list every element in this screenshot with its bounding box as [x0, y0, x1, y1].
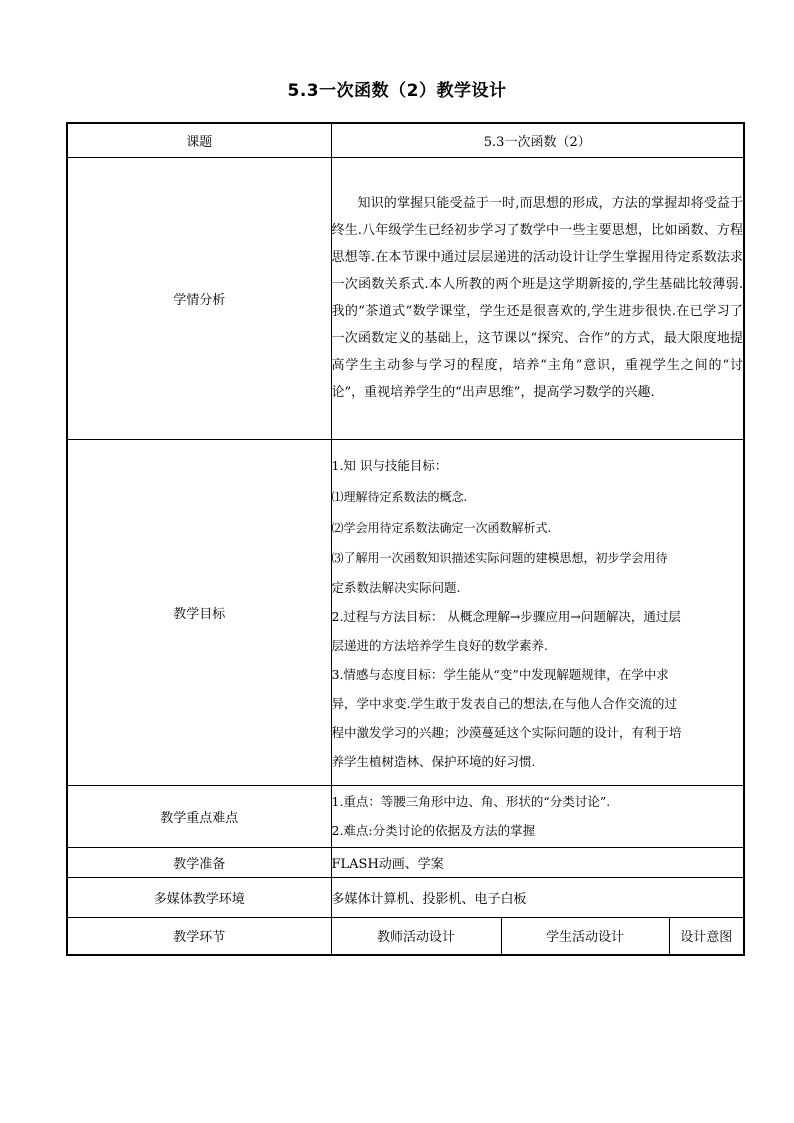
key-points-label: 教学重点难点 — [67, 785, 331, 847]
goals-cell — [331, 439, 744, 785]
topic-value: 5.3一次函数（2） — [331, 123, 744, 157]
goals-line-5: 定系数法解决实际问题. — [331, 579, 461, 595]
goals-line-4: ⑶了解用一次函数知识描述实际问题的建模思想，初步学会用待 — [331, 550, 668, 565]
row-key-points — [67, 785, 744, 847]
key-points-line-2: 2.难点:分类讨论的依据及方法的掌握 — [331, 823, 536, 838]
analysis-label: 学情分析 — [67, 157, 331, 439]
goals-line-10: 程中激发学习的兴趣；沙漠蔓延这个实际问题的设计，有利于培 — [331, 724, 682, 740]
preparation-value: FLASH动画、学案 — [331, 847, 744, 877]
goals-label: 教学目标 — [67, 439, 331, 785]
student-activity-header: 学生活动设计 — [501, 917, 669, 955]
goals-line-11: 养学生植树造林、保护环境的好习惯. — [331, 753, 536, 769]
preparation-label: 教学准备 — [67, 847, 331, 877]
lesson-plan-table — [66, 122, 745, 956]
multimedia-value: 多媒体计算机、投影机、电子白板 — [331, 877, 744, 917]
goals-line-8: 3.情感与态度目标：学生能从“变”中发现解题规律，在学中求 — [331, 666, 669, 682]
multimedia-label: 多媒体教学环境 — [67, 877, 331, 917]
row-goals — [67, 439, 744, 785]
row-stages — [67, 917, 744, 955]
goals-line-9: 异，学中求变.学生敢于发表自己的想法,在与他人合作交流的过 — [331, 695, 677, 711]
row-analysis — [67, 157, 744, 439]
row-preparation — [67, 847, 744, 877]
row-multimedia — [67, 877, 744, 917]
goals-line-2: ⑴理解待定系数法的概念. — [331, 489, 468, 504]
topic-label: 课题 — [67, 123, 331, 157]
design-intent-header: 设计意图 — [669, 917, 744, 955]
key-points-cell — [331, 785, 744, 847]
teacher-activity-header: 教师活动设计 — [331, 917, 501, 955]
analysis-text: 知识的掌握只能受益于一时,而思想的形成，方法的掌握却将受益于终生.八年级学生已经初步学习了数学中一些主要思想，比如函数、方程思想等.在本节课中通过层层递进的活动设计让学生掌握用待定系数法求一次函数关系式.本人所教的两个班是这学期新接的,学生基础比较薄弱.我的“茶道式”数学课堂，学生还是很喜欢的,学生进步很快.在已学习了一次函数定义的基础上，这节课以“探究、合作”的方式，最大限度地提高学生主动参与学习的程度，培养“主角”意识，重视学生之间的“讨论”，重视培养学生的“出声思维”，提高学习数学的兴趣. — [331, 195, 744, 401]
goals-line-6: 2.过程与方法目标： 从概念理解→步骤应用→问题解决，通过层 — [331, 608, 681, 624]
stages-label: 教学环节 — [67, 917, 331, 955]
row-topic — [67, 123, 744, 157]
goals-line-7: 层递进的方法培养学生良好的数学素养. — [331, 637, 548, 653]
key-points-line-1: 1.重点：等腰三角形中边、角、形状的“分类讨论”. — [331, 794, 611, 809]
analysis-cell — [331, 157, 744, 439]
goals-line-3: ⑵学会用待定系数法确定一次函数解析式. — [331, 520, 552, 535]
page-title: 5.3一次函数（2）教学设计 — [287, 81, 507, 101]
goals-line-1: 1.知 识与技能目标： — [331, 457, 448, 473]
